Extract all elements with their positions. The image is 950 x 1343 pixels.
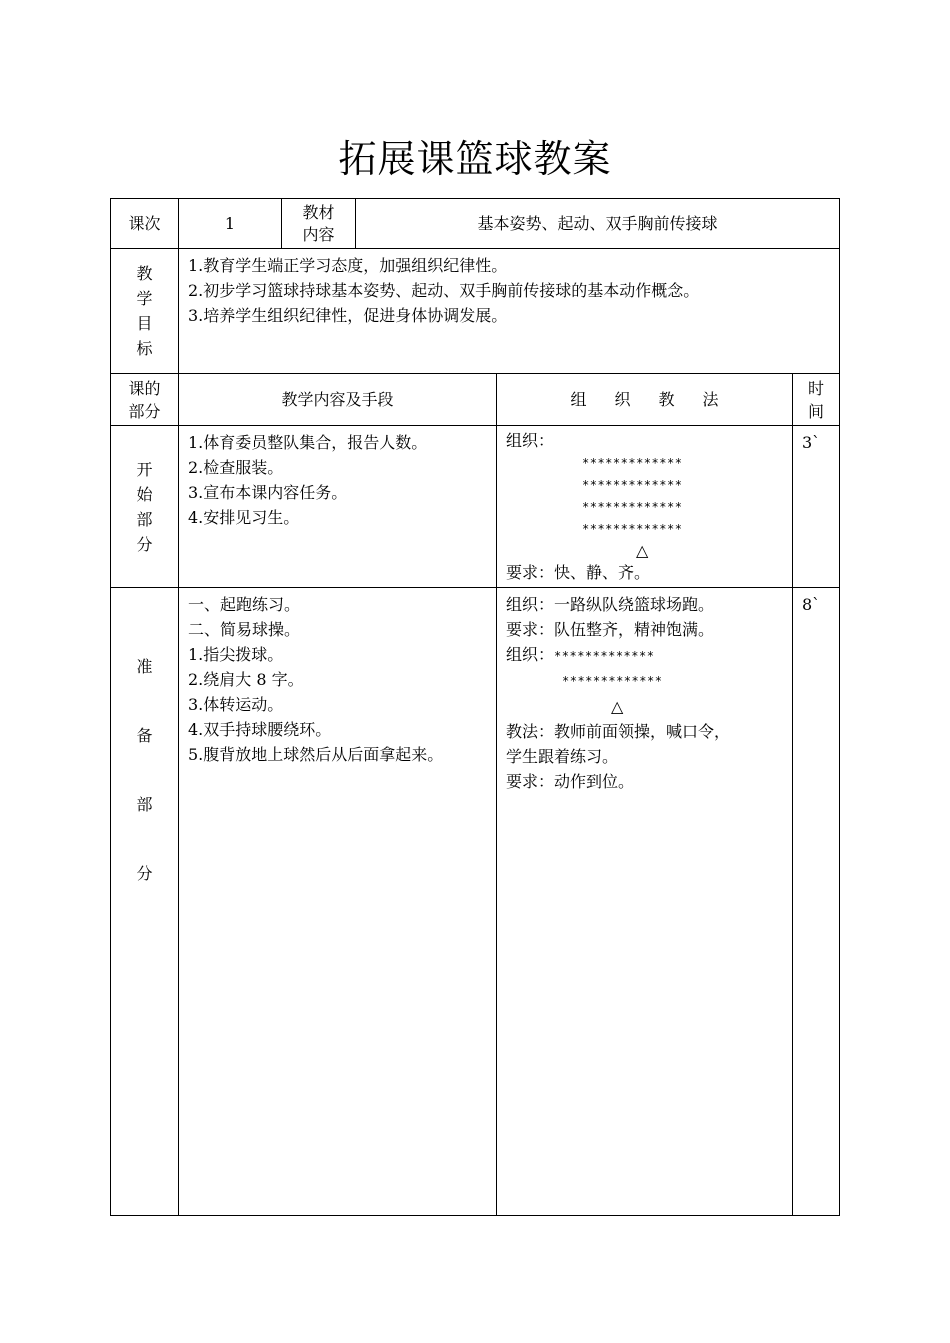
goals-row bbox=[111, 249, 840, 374]
formation-stars: ************* bbox=[582, 500, 683, 514]
list-item: 二、简易球操。 bbox=[188, 620, 301, 639]
method-teaching: 教法：教师前面领操，喊口令， bbox=[506, 722, 731, 741]
start-section-label: 开 始 部 分 bbox=[111, 426, 179, 588]
lesson-label: 课次 bbox=[111, 199, 179, 249]
method-requirement: 要求：动作到位。 bbox=[506, 772, 635, 791]
goals-list bbox=[179, 249, 840, 374]
lesson-plan-table bbox=[110, 198, 840, 1216]
goal-item: 2.初步学习篮球持球基本姿势、起动、双手胸前传接球的基本动作概念。 bbox=[188, 281, 700, 300]
formation-stars: ************* bbox=[554, 649, 655, 663]
start-section-row bbox=[111, 426, 840, 588]
goals-label: 教 学 目 标 bbox=[111, 249, 179, 374]
formation-stars: ************* bbox=[562, 674, 663, 688]
list-item: 4.安排见习生。 bbox=[188, 508, 300, 527]
page-title: 拓展课篮球教案 bbox=[338, 137, 612, 181]
time-column-header: 时 间 bbox=[793, 374, 840, 426]
list-item: 4.双手持球腰绕环。 bbox=[188, 720, 332, 739]
list-item: 1.指尖拨球。 bbox=[188, 645, 284, 664]
list-item: 2.检查服装。 bbox=[188, 458, 284, 477]
start-method bbox=[497, 426, 793, 588]
prep-method bbox=[497, 588, 793, 1216]
formation-stars: ************* bbox=[582, 456, 683, 470]
prep-time: 8` bbox=[793, 588, 840, 1216]
method-requirement: 要求：队伍整齐，精神饱满。 bbox=[506, 620, 715, 639]
start-content bbox=[179, 426, 497, 588]
header-row bbox=[111, 199, 840, 249]
method-org: 组织：一路纵队绕篮球场跑。 bbox=[506, 595, 715, 614]
method-teaching: 学生跟着练习。 bbox=[506, 747, 619, 766]
goal-item: 1.教育学生端正学习态度，加强组织纪律性。 bbox=[188, 256, 508, 275]
list-item: 5.腹背放地上球然后从后面拿起来。 bbox=[188, 745, 444, 764]
material-value: 基本姿势、起动、双手胸前传接球 bbox=[356, 199, 840, 249]
prep-section-row bbox=[111, 588, 840, 1216]
method-org: 组织： bbox=[506, 431, 555, 450]
start-time: 3` bbox=[793, 426, 840, 588]
method-org: 组织：************* bbox=[506, 645, 655, 664]
part-column-header: 课的 部分 bbox=[111, 374, 179, 426]
column-header-row bbox=[111, 374, 840, 426]
goal-item: 3.培养学生组织纪律性，促进身体协调发展。 bbox=[188, 306, 508, 325]
list-item: 3.宣布本课内容任务。 bbox=[188, 483, 348, 502]
content-column-header: 教学内容及手段 bbox=[179, 374, 497, 426]
teacher-triangle: △ bbox=[611, 697, 624, 716]
formation-stars: ************* bbox=[582, 478, 683, 492]
method-requirement: 要求：快、静、齐。 bbox=[506, 563, 651, 582]
formation-stars: ************* bbox=[582, 522, 683, 536]
teacher-triangle: △ bbox=[636, 541, 649, 560]
method-column-header: 组 织 教 法 bbox=[497, 374, 793, 426]
material-label: 教材 内容 bbox=[282, 199, 356, 249]
list-item: 1.体育委员整队集合，报告人数。 bbox=[188, 433, 428, 452]
list-item: 2.绕肩大 8 字。 bbox=[188, 670, 304, 689]
prep-section-label: 准 备 部 分 bbox=[111, 588, 179, 1216]
list-item: 一、起跑练习。 bbox=[188, 595, 301, 614]
lesson-value: 1 bbox=[179, 199, 282, 249]
prep-content bbox=[179, 588, 497, 1216]
list-item: 3.体转运动。 bbox=[188, 695, 284, 714]
